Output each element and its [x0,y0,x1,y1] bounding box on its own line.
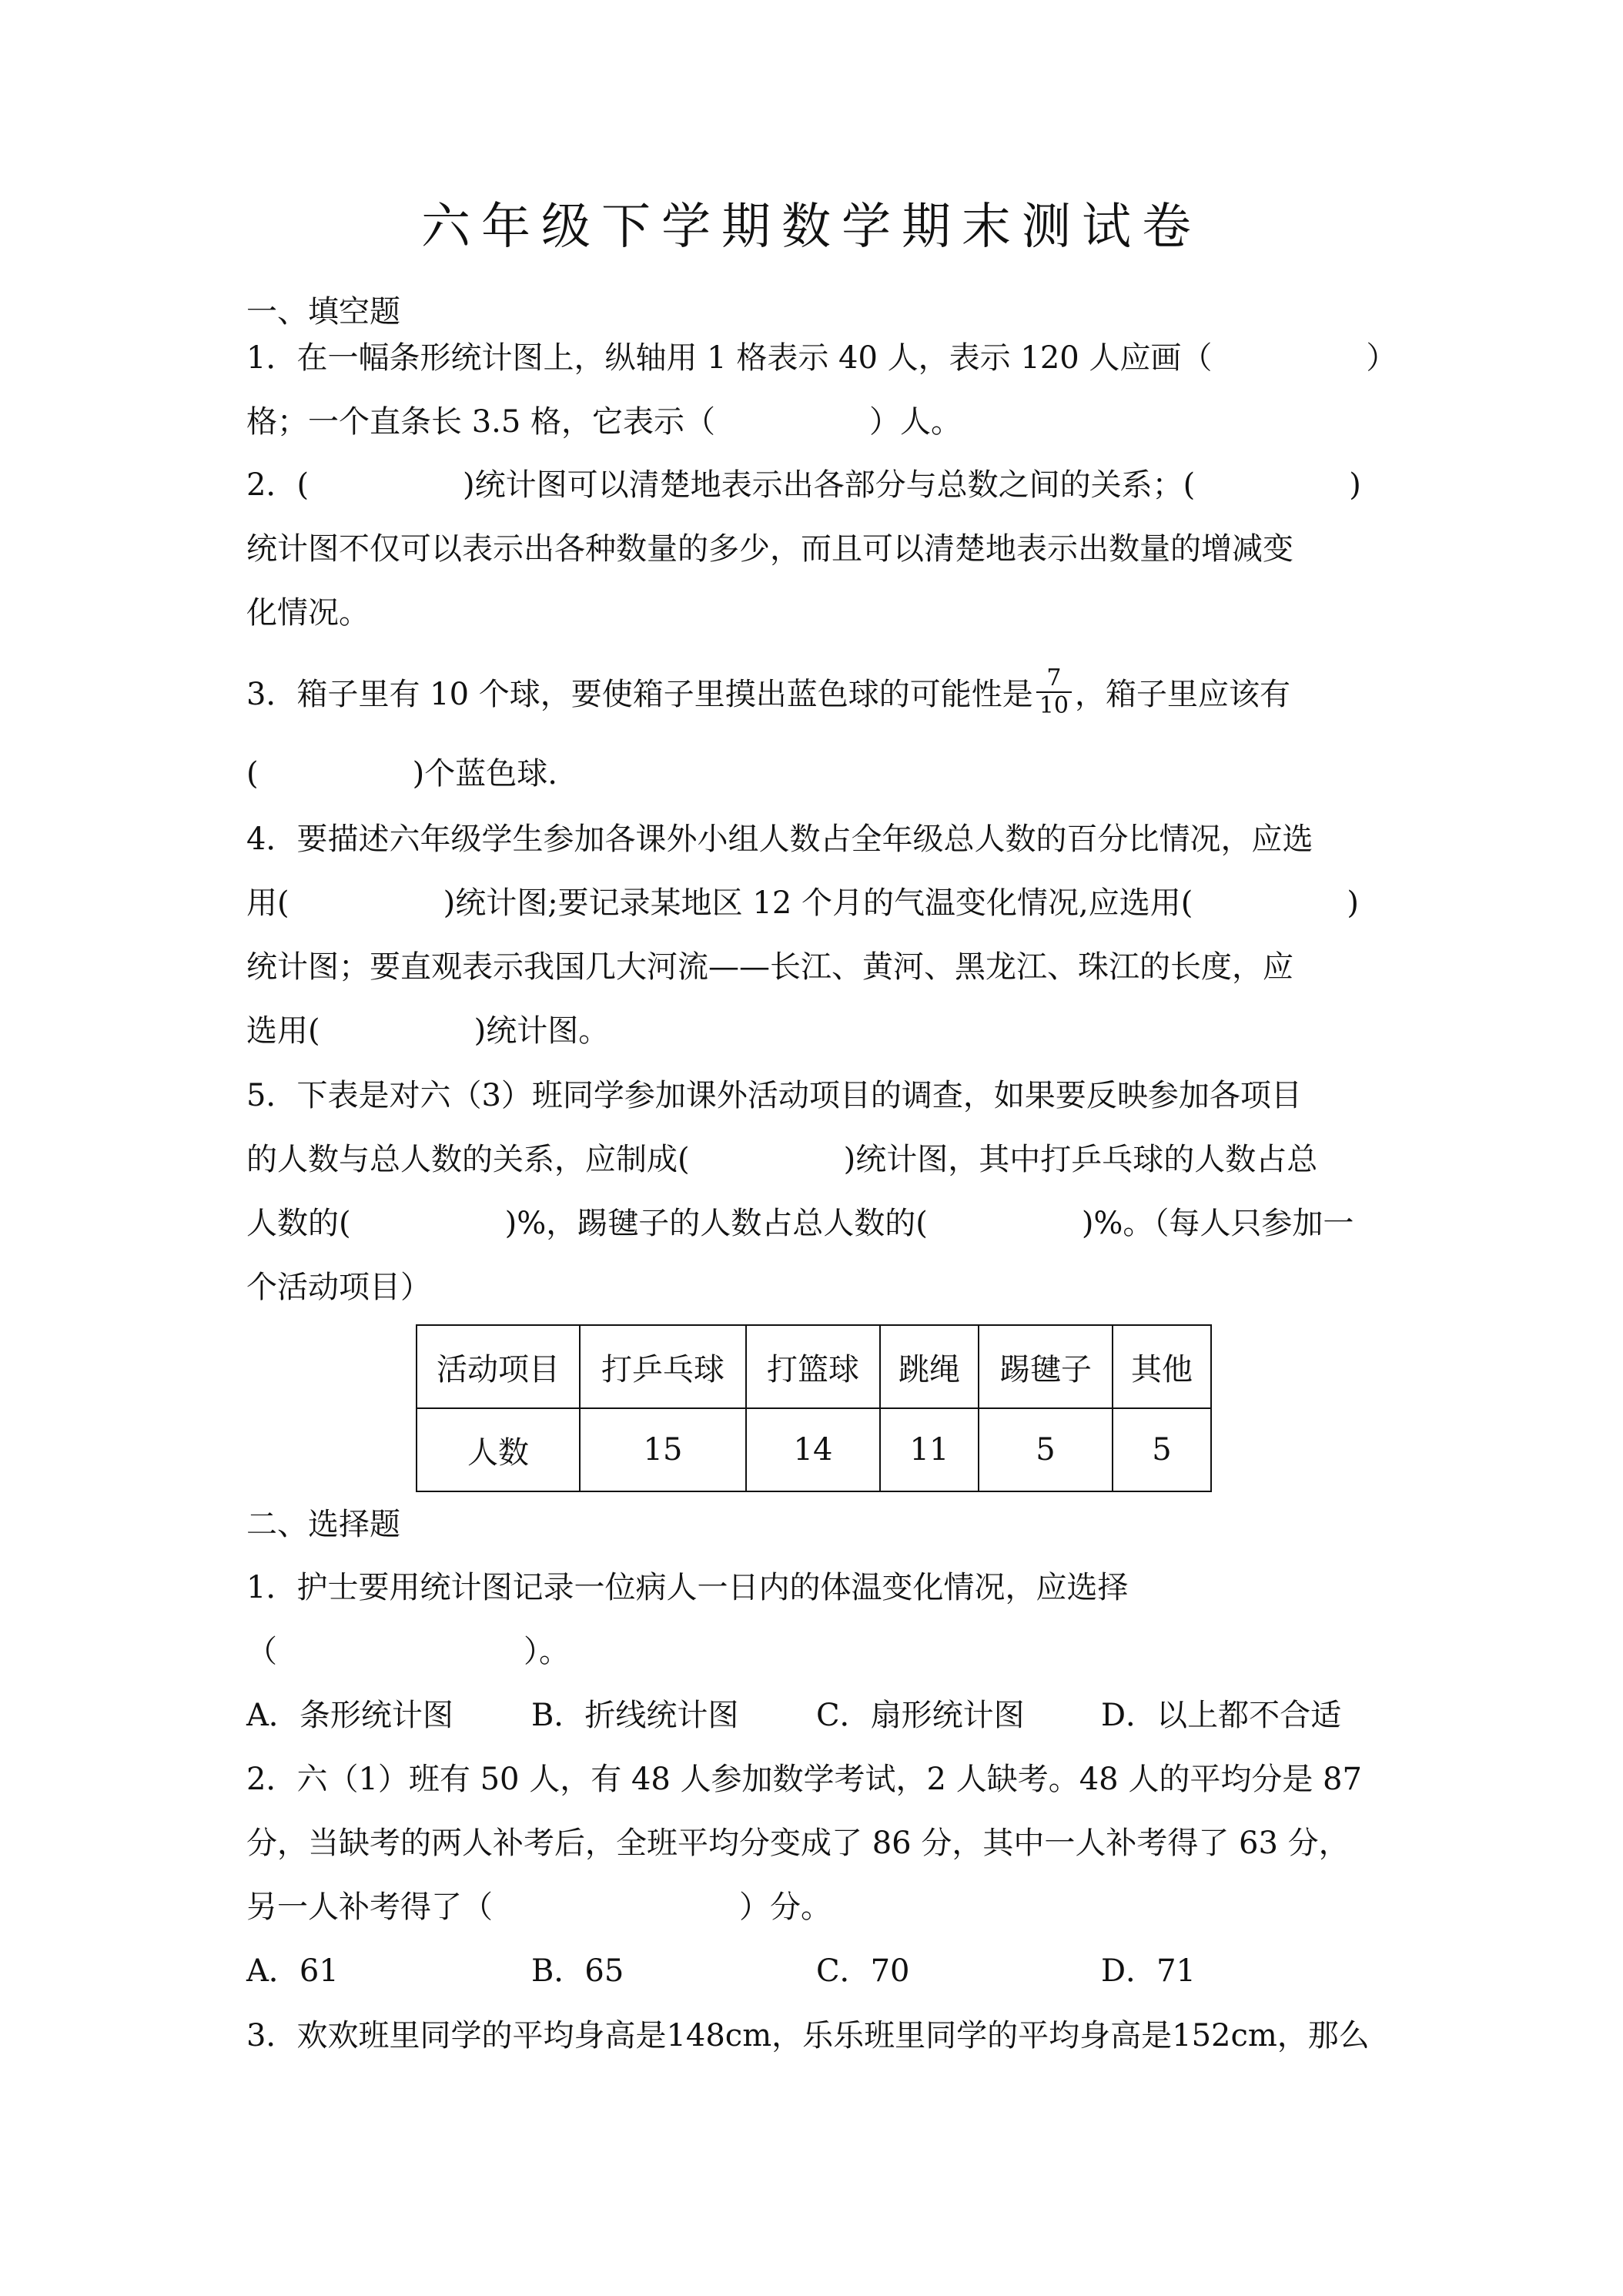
question-1-2-line-1: 2．( )统计图可以清楚地表示出各部分与总数之间的关系；( ) [246,467,1361,503]
question-2-2-line-1: 2．六（1）班有 50 人，有 48 人参加数学考试，2 人缺考。48 人的平均分是 87 [246,1762,1362,1797]
table-cell: 跳绳 [880,1325,979,1408]
option-d: D．71 [1101,1953,1196,1989]
question-1-4-line-2: 用( )统计图;要记录某地区 12 个月的气温变化情况,应选用( ) [246,885,1359,921]
question-1-2-line-2: 统计图不仅可以表示出各种数量的多少，而且可以清楚地表示出数量的增减变 [246,531,1293,567]
table-cell: 其他 [1113,1325,1211,1408]
table-row [417,1408,1211,1491]
option-c: C．扇形统计图 [816,1698,1025,1733]
page-title: 六年级下学期数学期末测试卷 [421,199,1202,256]
option-a: A．61 [246,1953,339,1989]
fraction [1036,665,1072,719]
fraction-denominator: 10 [1039,692,1069,719]
question-1-1-line-1: 1．在一幅条形统计图上，纵轴用 1 格表示 40 人，表示 120 人应画（ ） [246,340,1397,376]
question-1-4-line-3: 统计图；要直观表示我国几大河流——长江、黄河、黑龙江、珠江的长度，应 [246,949,1293,985]
question-1-5-line-1: 5．下表是对六（3）班同学参加课外活动项目的调查，如果要反映参加各项目 [246,1078,1302,1113]
section-heading-multiple-choice: 二、选择题 [246,1507,400,1542]
question-1-4-line-1: 4．要描述六年级学生参加各课外小组人数占全年级总人数的百分比情况，应选 [246,822,1313,857]
option-c: C．70 [816,1953,910,1989]
table-cell: 踢毽子 [979,1325,1113,1408]
option-a: A．条形统计图 [246,1698,453,1733]
question-2-3-line-1: 3．欢欢班里同学的平均身高是148cm，乐乐班里同学的平均身高是152cm，那么 [246,2018,1370,2053]
question-2-2-line-2: 分，当缺考的两人补考后，全班平均分变成了 86 分，其中一人补考得了 63 分， [246,1826,1350,1861]
option-b: B．65 [531,1953,624,1989]
question-1-2-line-3: 化情况。 [246,595,370,631]
fraction-numerator: 7 [1036,665,1072,693]
question-1-3-line-2: ( )个蓝色球. [246,756,557,792]
table-cell: 活动项目 [417,1325,580,1408]
question-2-1-line-1: 1．护士要用统计图记录一位病人一日内的体温变化情况，应选择 [246,1570,1129,1605]
section-heading-fill-in: 一、填空题 [246,294,400,330]
table-cell: 15 [580,1408,746,1491]
question-1-3-line-1 [246,664,1386,724]
question-2-2-line-3: 另一人补考得了（ ）分。 [246,1889,832,1925]
question-2-1-options [246,1692,1386,1739]
question-1-5-line-4: 个活动项目） [246,1270,431,1305]
table-cell: 人数 [417,1408,580,1491]
table-cell: 打乒乓球 [580,1325,746,1408]
option-b: B．折线统计图 [531,1698,739,1733]
table-header-row [417,1325,1211,1408]
table-cell: 11 [880,1408,979,1491]
activity-survey-table [416,1324,1212,1492]
question-1-1-line-2: 格；一个直条长 3.5 格，它表示（ ）人。 [246,404,962,440]
question-2-1-line-2: （ ）。 [246,1634,570,1669]
table-cell: 5 [1113,1408,1211,1491]
option-d: D．以上都不合适 [1101,1698,1342,1733]
question-1-5-line-2: 的人数与总人数的关系，应制成( )统计图，其中打乒乓球的人数占总 [246,1142,1318,1177]
table-cell: 14 [746,1408,880,1491]
table-cell: 打篮球 [746,1325,880,1408]
question-2-2-options [246,1948,1386,1994]
question-1-3-text-b: ，箱子里应该有 [1074,677,1290,712]
table-cell: 5 [979,1408,1113,1491]
question-1-3-text-a: 3．箱子里有 10 个球，要使箱子里摸出蓝色球的可能性是 [246,677,1033,712]
question-1-4-line-4: 选用( )统计图。 [246,1013,610,1049]
question-1-5-line-3: 人数的( )%，踢毽子的人数占总人数的( )%。（每人只参加一 [246,1206,1354,1241]
